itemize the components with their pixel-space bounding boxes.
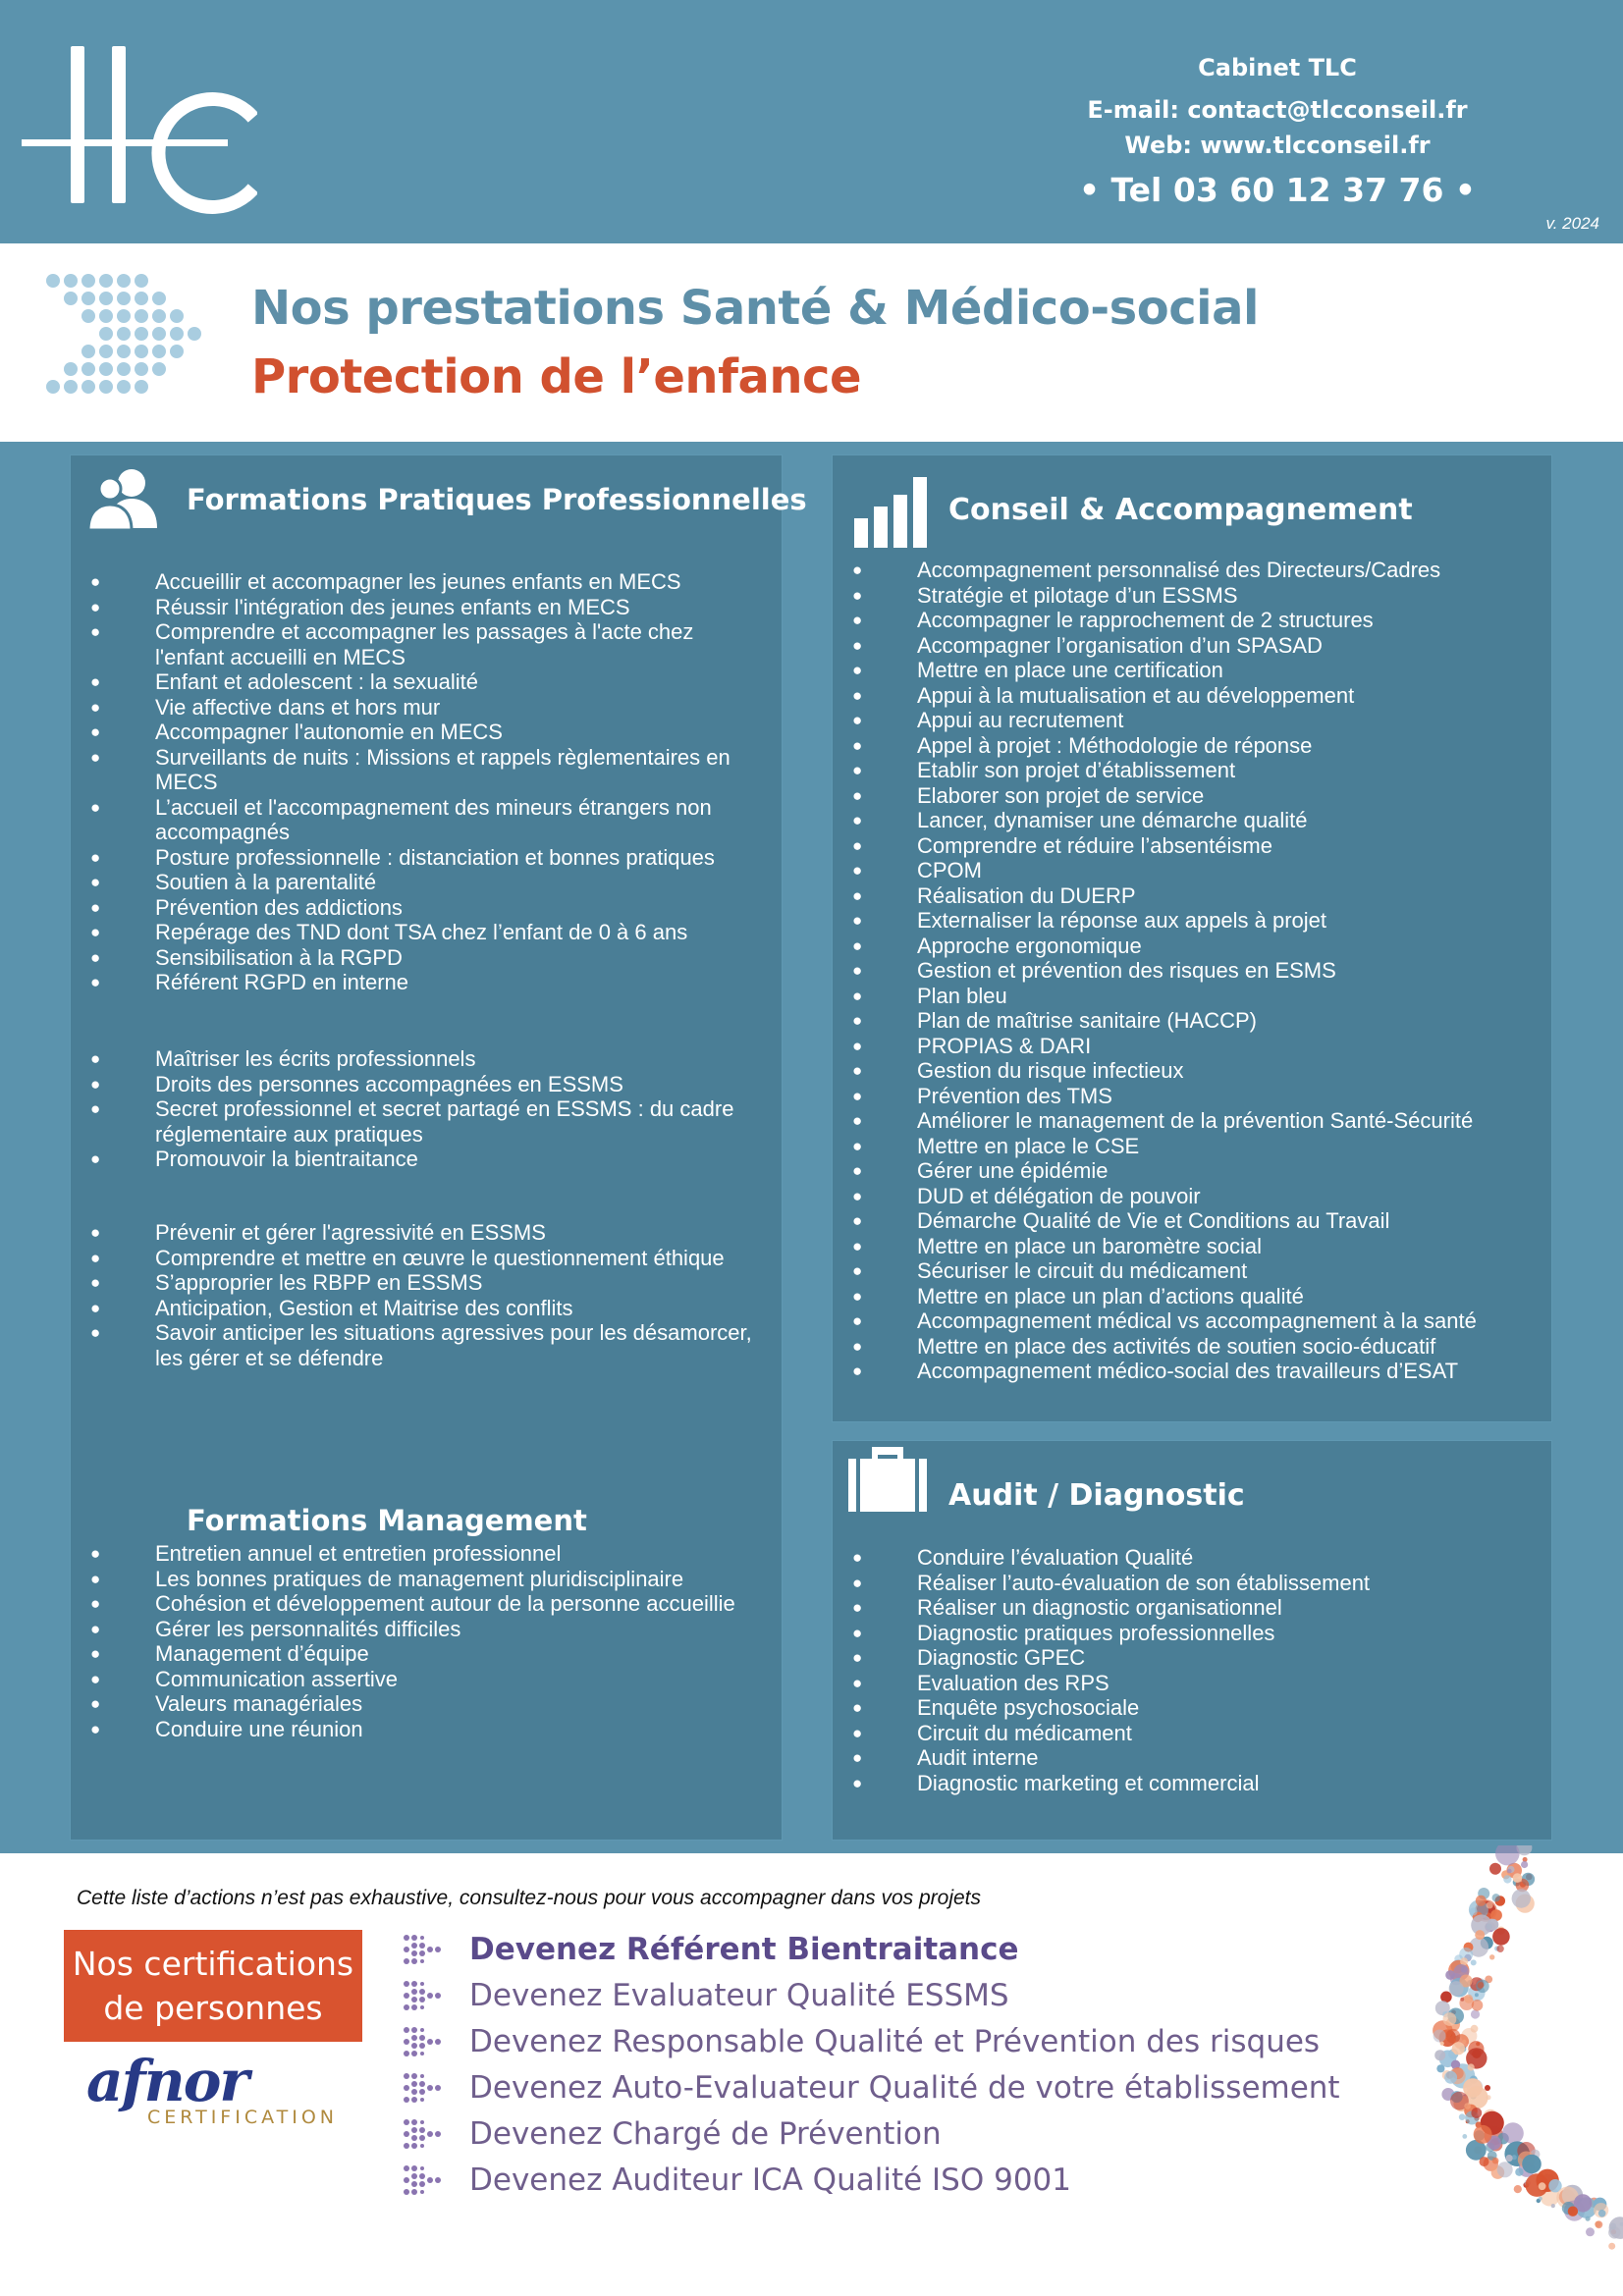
list-item: ● Accompagnement personnalisé des Directeurs/Cadres [852, 558, 1540, 583]
list-item: ● Valeurs managériales [90, 1691, 758, 1717]
list-item: ● Diagnostic marketing et commercial [852, 1771, 1540, 1796]
list-item: ● Promouvoir la bientraitance [90, 1147, 758, 1172]
list-item: ● Sécuriser le circuit du médicament [852, 1258, 1540, 1284]
list-item: ● Elaborer son projet de service [852, 783, 1540, 809]
list-item: ● Mettre en place le CSE [852, 1134, 1540, 1159]
decorative-dot [1475, 1993, 1479, 1997]
decorative-dot [1468, 2063, 1475, 2070]
decorative-dot [1514, 2185, 1522, 2193]
decorative-dot [1521, 1861, 1528, 1868]
decorative-dot [1476, 2042, 1480, 2046]
decorative-dot [1446, 2029, 1461, 2044]
list-item: ● Réalisation du DUERP [852, 883, 1540, 909]
arrow-dots-icon [403, 2072, 442, 2104]
audit-list [852, 1545, 1540, 1795]
decorative-dot [1443, 2012, 1457, 2026]
decorative-dot [1487, 2095, 1491, 2100]
decorative-dot [1503, 1875, 1511, 1883]
email-line[interactable]: E-mail: contact@tlcconseil.fr [1087, 96, 1468, 124]
list-item: ● Gérer les personnalités difficiles [90, 1617, 758, 1642]
list-item: ● Mettre en place un baromètre social [852, 1234, 1540, 1259]
certification-label: Devenez Responsable Qualité et Prévention des risques [469, 2024, 1321, 2059]
page-title: Nos prestations Santé & Médico-social [251, 281, 1259, 336]
list-item: ● Enquête psychosociale [852, 1695, 1540, 1721]
afnor-wordmark: afnor [86, 2048, 247, 2114]
decorative-dot [1539, 2182, 1546, 2190]
decorative-dot [1485, 2085, 1490, 2091]
list-item: ● Repérage des TND dont TSA chez l’enfant de 0 à 6 ans [90, 920, 758, 945]
list-item: ● CPOM [852, 858, 1540, 883]
list-item: ● Externaliser la réponse aux appels à projet [852, 908, 1540, 934]
decorative-dot [1462, 2040, 1466, 2044]
decorative-dot [1551, 2204, 1555, 2208]
list-item: ● Management d’équipe [90, 1641, 758, 1667]
list-item: ● Circuit du médicament [852, 1721, 1540, 1746]
list-item: ● Accompagnement médical vs accompagnement à la santé [852, 1308, 1540, 1334]
decorative-dot [1598, 2210, 1606, 2217]
list-item: ● Anticipation, Gestion et Maitrise des conflits [90, 1296, 758, 1321]
decorative-dot [1497, 2162, 1513, 2177]
list-item: ● Conduire une réunion [90, 1717, 758, 1742]
decorative-dot [1434, 2030, 1446, 2043]
list-item: ● Audit interne [852, 1745, 1540, 1771]
formations-panel [71, 455, 807, 1840]
decorative-dot [1459, 2113, 1466, 2120]
decorative-dot [1522, 2155, 1542, 2174]
decorative-dot [1495, 1845, 1520, 1865]
list-item: ● Comprendre et mettre en œuvre le questionnement éthique [90, 1246, 758, 1271]
decorative-dot [1539, 2197, 1542, 2201]
list-item: ● Communication assertive [90, 1667, 758, 1692]
users-icon [84, 463, 163, 534]
decorative-dot [1476, 1896, 1487, 1906]
list-item: ● Surveillants de nuits : Missions et rappels règlementaires en MECS [90, 745, 758, 795]
contact-block [1071, 51, 1484, 216]
decorative-dot [1496, 1946, 1503, 1952]
arrow-dots-icon [403, 1980, 442, 2011]
formations-pratiques-list-2 [90, 1046, 758, 1172]
list-item: ● Conduire l’évaluation Qualité [852, 1545, 1540, 1571]
decorative-dot [1478, 1982, 1485, 1989]
list-item: ● Gérer une épidémie [852, 1158, 1540, 1184]
certifications-box [64, 1930, 362, 2042]
arrow-dots-icon [403, 2164, 442, 2196]
version-label: v. 2024 [1545, 214, 1599, 233]
list-item: ● Appui à la mutualisation et au développement [852, 683, 1540, 709]
footer-note: Cette liste d’actions n’est pas exhaustive, consultez-nous pour vous accompagner dans vos projets [77, 1887, 982, 1909]
formations-pratiques-list-3 [90, 1220, 758, 1370]
list-item: ● Prévenir et gérer l'agressivité en ESSMS [90, 1220, 758, 1246]
phone-line: • Tel 03 60 12 37 76 • [1078, 171, 1477, 209]
list-item: ● Stratégie et pilotage d’un ESSMS [852, 583, 1540, 609]
decorative-dot [1487, 1901, 1493, 1908]
list-item: ● Secret professionnel et secret partagé en ESSMS : du cadre réglementaire aux pratiques [90, 1096, 758, 1147]
decorative-dot [1464, 2103, 1471, 2109]
list-item: ● Gestion et prévention des risques en ESMS [852, 958, 1540, 984]
list-item: ● Réaliser un diagnostic organisationnel [852, 1595, 1540, 1621]
decorative-dot [1474, 2125, 1492, 2144]
list-item: ● Démarche Qualité de Vie et Conditions au Travail [852, 1208, 1540, 1234]
list-item: ● Prévention des TMS [852, 1084, 1540, 1109]
list-item: ● Appel à projet : Méthodologie de réponse [852, 733, 1540, 759]
decorative-dot [1460, 1998, 1464, 2002]
decorative-dot [1452, 2042, 1465, 2055]
decorative-dot [1445, 1970, 1455, 1980]
list-item: ● Comprendre et accompagner les passages à l'acte chez l'enfant accueilli en MECS [90, 619, 758, 669]
list-item: ● Plan bleu [852, 984, 1540, 1009]
decorative-dot [1506, 2155, 1513, 2162]
list-item: ● Soutien à la parentalité [90, 870, 758, 895]
list-item: ● Evaluation des RPS [852, 1671, 1540, 1696]
list-item: ● PROPIAS & DARI [852, 1034, 1540, 1059]
conseil-title: Conseil & Accompagnement [948, 493, 1413, 527]
certification-label: Devenez Evaluateur Qualité ESSMS [469, 1978, 1009, 2013]
decorative-dot [1462, 2134, 1467, 2139]
list-item: ● Enfant et adolescent : la sexualité [90, 669, 758, 695]
decorative-dot [1470, 1907, 1478, 1915]
decorative-dot [1586, 2227, 1595, 2236]
conseil-list [852, 558, 1540, 1384]
decorative-dot [1480, 2157, 1489, 2166]
decorative-dot [1513, 1873, 1523, 1883]
services-band [0, 442, 1623, 1853]
list-item: ● Comprendre et réduire l’absentéisme [852, 833, 1540, 859]
arrow-dots-icon [403, 1934, 442, 1965]
list-item: ● L’accueil et l'accompagnement des mineurs étrangers non accompagnés [90, 795, 758, 845]
decorative-dot [1472, 2000, 1484, 2011]
page-subtitle: Protection de l’enfance [251, 349, 862, 404]
decorative-dot [1507, 1869, 1512, 1874]
list-item: ● Droits des personnes accompagnées en ESSMS [90, 1072, 758, 1097]
audit-panel [833, 1441, 1551, 1840]
list-item: ● Appui au recrutement [852, 708, 1540, 733]
company-name: Cabinet TLC [1198, 54, 1357, 81]
decorative-dot [1434, 2050, 1445, 2060]
dot-pattern-icon [43, 271, 220, 418]
list-item: ● Accompagner l’organisation d’un SPASAD [852, 633, 1540, 659]
cert-box-line1: Nos certifications [72, 1945, 354, 1983]
list-item: ● Maîtriser les écrits professionnels [90, 1046, 758, 1072]
list-item: ● Diagnostic pratiques professionnelles [852, 1621, 1540, 1646]
arrow-dots-icon [403, 2118, 442, 2150]
decorative-dot [1440, 2042, 1444, 2046]
list-item: ● Accompagnement médico-social des travailleurs d’ESAT [852, 1359, 1540, 1384]
list-item: ● Posture professionnelle : distanciation et bonnes pratiques [90, 845, 758, 871]
certification-label: Devenez Référent Bientraitance [469, 1932, 1019, 1967]
list-item: ● Réussir l'intégration des jeunes enfants en MECS [90, 595, 758, 620]
cert-box-line2: de personnes [103, 1989, 323, 2027]
decorative-dot [1608, 2243, 1615, 2250]
certification-label: Devenez Auditeur ICA Qualité ISO 9001 [469, 2163, 1071, 2198]
decorative-dot [1568, 2207, 1578, 2216]
list-item: ● Mettre en place une certification [852, 658, 1540, 683]
decorative-dot [1464, 1995, 1473, 2003]
tlc-logo [22, 41, 257, 218]
arrow-dots-icon [403, 2026, 442, 2057]
list-item: ● Sensibilisation à la RGPD [90, 945, 758, 971]
header-band [0, 0, 1623, 243]
decorative-dot [1515, 2168, 1523, 2176]
formations-pratiques-title: Formations Pratiques Professionnelles [187, 483, 807, 516]
list-item: ● DUD et délégation de pouvoir [852, 1184, 1540, 1209]
decorative-dot [1461, 1966, 1468, 1973]
web-line[interactable]: Web: www.tlcconseil.fr [1124, 132, 1431, 159]
list-item: ● S’approprier les RBPP en ESSMS [90, 1270, 758, 1296]
decorative-dot [1489, 1954, 1494, 1959]
list-item: ● Approche ergonomique [852, 934, 1540, 959]
decorative-dot [1492, 2158, 1499, 2164]
list-item: ● Cohésion et développement autour de la personne accueillie [90, 1591, 758, 1617]
list-item: ● Mettre en place un plan d’actions qualité [852, 1284, 1540, 1309]
formations-management-title: Formations Management [187, 1504, 587, 1537]
formations-management-list [90, 1541, 758, 1741]
briefcase-icon [848, 1447, 927, 1512]
list-item: ● Etablir son projet d’établissement [852, 758, 1540, 783]
list-item: ● Plan de maîtrise sanitaire (HACCP) [852, 1008, 1540, 1034]
conseil-panel [833, 455, 1551, 1421]
list-item: ● Accompagner l'autonomie en MECS [90, 720, 758, 745]
list-item: ● Lancer, dynamiser une démarche qualité [852, 808, 1540, 833]
decorative-dot [1475, 1930, 1485, 1940]
decorative-dot [1492, 1894, 1500, 1901]
decorative-dot [1436, 2064, 1444, 2072]
decorative-dot [1596, 2220, 1603, 2228]
list-item: ● Référent RGPD en interne [90, 970, 758, 995]
decorative-dot [1502, 2122, 1524, 2144]
decorative-dot [1471, 2009, 1480, 2018]
decorative-dot [1489, 1863, 1501, 1875]
list-item: ● Accompagner le rapprochement de 2 structures [852, 608, 1540, 633]
decorative-dot [1449, 1981, 1464, 1996]
list-item: ● Améliorer le management de la prévention Santé-Sécurité [852, 1108, 1540, 1134]
decorative-dot [1471, 1959, 1477, 1965]
decorative-dot [1492, 1928, 1510, 1946]
list-item: ● Diagnostic GPEC [852, 1645, 1540, 1671]
list-item: ● Prévention des addictions [90, 895, 758, 921]
decorative-dot [1471, 2108, 1482, 2118]
list-item: ● Gestion du risque infectieux [852, 1058, 1540, 1084]
afnor-logo [86, 2048, 352, 2130]
afnor-subtitle: CERTIFICATION [147, 2107, 338, 2128]
list-item: ● Entretien annuel et entretien professionnel [90, 1541, 758, 1567]
list-item: ● Accueillir et accompagner les jeunes enfants en MECS [90, 569, 758, 595]
list-item: ● Mettre en place des activités de soutien socio-éducatif [852, 1334, 1540, 1360]
decorative-dot [1512, 1889, 1531, 1907]
certification-label: Devenez Auto-Evaluateur Qualité de votre établissement [469, 2070, 1340, 2106]
list-item: ● Savoir anticiper les situations agressives pour les désamorcer, les gérer et se défendre [90, 1320, 758, 1370]
decorative-dot [1444, 2071, 1457, 2084]
list-item: ● Vie affective dans et hors mur [90, 695, 758, 721]
audit-title: Audit / Diagnostic [948, 1478, 1245, 1513]
formations-pratiques-list-1 [90, 569, 758, 995]
bar-chart-icon [854, 477, 929, 548]
list-item: ● Réaliser l’auto-évaluation de son établissement [852, 1571, 1540, 1596]
list-item: ● Les bonnes pratiques de management pluridisciplinaire [90, 1567, 758, 1592]
certification-label: Devenez Chargé de Prévention [469, 2116, 942, 2152]
